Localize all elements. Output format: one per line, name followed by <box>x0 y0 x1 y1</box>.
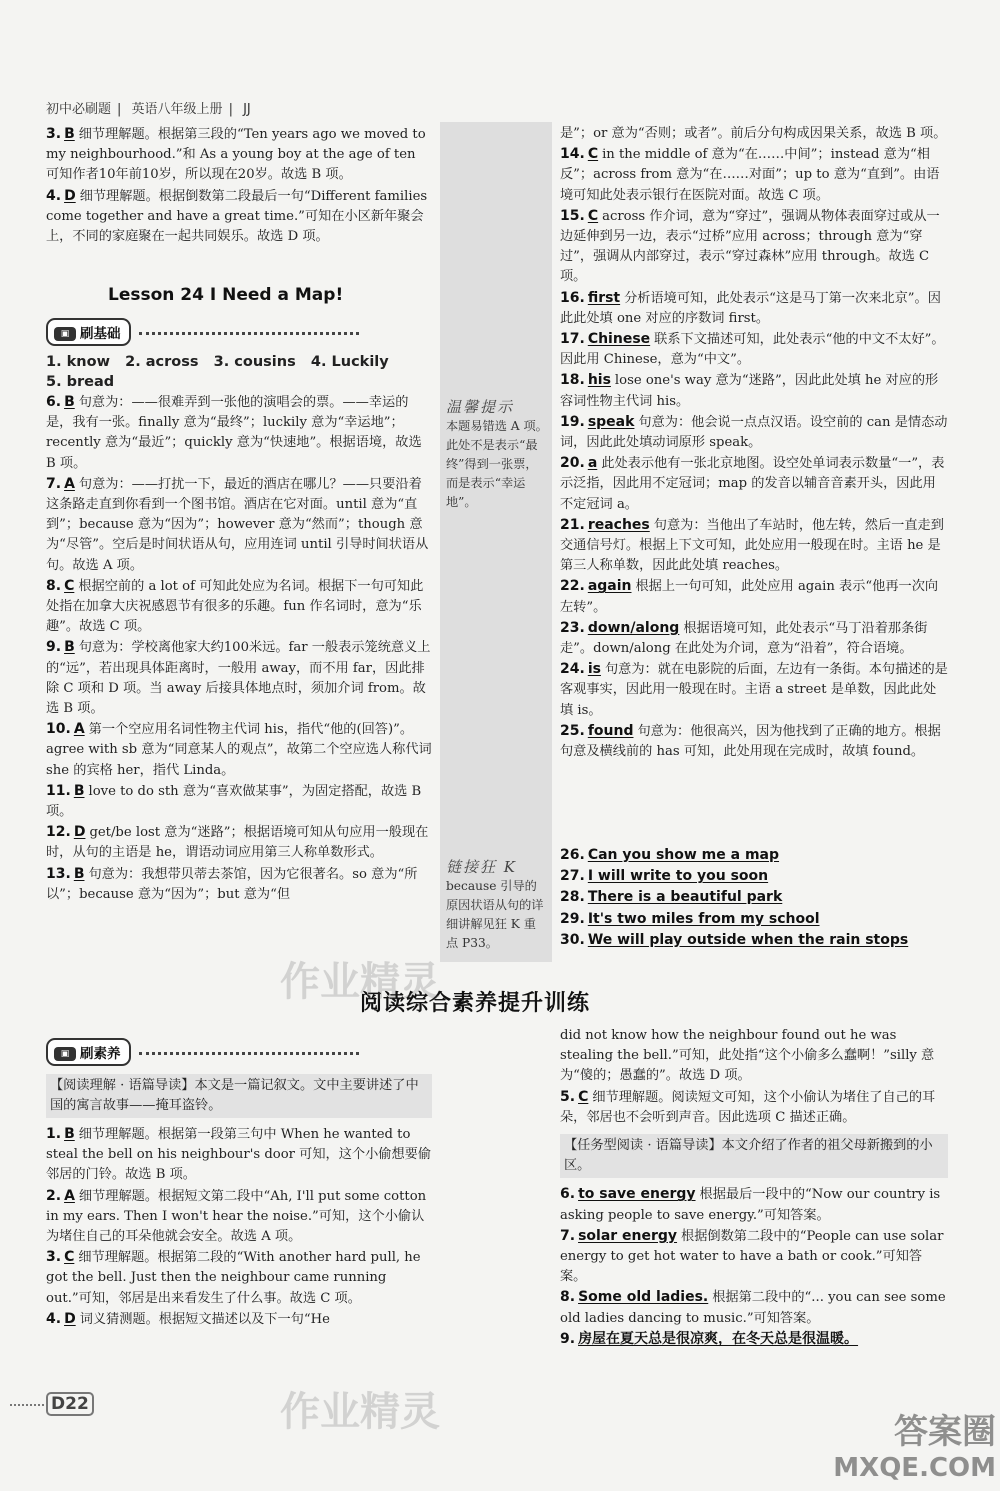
question-number: 6. <box>560 1186 576 1203</box>
badge-icon: ▣ <box>54 327 76 341</box>
question-number: 8. <box>560 1289 576 1306</box>
basic-answers <box>46 352 432 392</box>
explanation-text: love to do sth 意为“喜欢做某事”，为固定搭配，故选 B 项。 <box>46 783 422 820</box>
answer-key: D <box>64 187 76 204</box>
tab-basic <box>46 318 359 346</box>
side-strip-top <box>440 122 552 962</box>
answer-key: D <box>73 824 86 841</box>
explanation-text: 细节理解题。根据第一段第三句中 When he wanted to steal the bell on his neighbour's door 可知，这个小偷想要偷邻居的门铃。故选 B 项。 <box>46 1127 432 1183</box>
explanation-text: 句意为：学校离他家大约100米远。far 一般表示笼统意义上的“远”，若出现具体距离时，一般用 away，而不用 far，因此排除 C 项和 D 项。当 away 后接具体地点时，须加介词 from。故选 B 项。 <box>46 640 431 717</box>
answer-entry <box>46 822 432 863</box>
explanation-text: 联系下文描述可知，此处表示“他的中文不太好”。因此用 Chinese，意为“中文”。 <box>560 332 945 368</box>
answer-entry <box>560 412 948 453</box>
question-number: 4. <box>46 1310 62 1327</box>
reading-left-entries <box>46 1124 432 1330</box>
explanation-text: 句意为：我想带贝蒂去茶馆，因为它很著名。so 意为“所以”；because 意为“因为”；but 意为“但 <box>46 866 418 902</box>
sidenote-link-text: because 引导的原因状语从句的详细讲解见狂 K 重点 P33。 <box>446 879 544 950</box>
reading-right-cont: did not know how the neighbour found out he was stealing the bell.”可知，此处指“这个小偷多么蠢啊！”silly 意为“傻的；愚蠢的”。故选 D 项。 <box>560 1028 935 1084</box>
question-number: 14. <box>560 146 585 163</box>
sentence-answer <box>560 866 948 887</box>
question-number: 7. <box>46 475 62 492</box>
explanation-text: 第一个空应用名词性物主代词 his，指代“他的(回答)”。agree with sb 意为“同意某人的观点”，故第二个空应选人称代词 she 的宾格 her，指代 Linda。 <box>46 722 432 778</box>
question-number: 21. <box>560 516 585 533</box>
question-number: 1. <box>46 1126 62 1142</box>
left-entries <box>46 392 432 905</box>
answer-key: B <box>73 865 85 882</box>
answer-entry <box>560 124 948 144</box>
basic-line-2: 5. bread <box>46 374 115 390</box>
question-number: 4. <box>46 187 62 204</box>
answer-entry <box>46 719 432 781</box>
answer-key: Chinese <box>587 331 651 348</box>
answer-key: B <box>64 394 75 410</box>
explanation-text: 根据语境可知，此处表示“马丁沿着那条街走”。down/along 在此处为介词，意为“沿着”，符合语境。 <box>560 620 928 657</box>
question-number: 16. <box>560 289 585 306</box>
question-number: 7. <box>560 1227 576 1244</box>
reading-answer-entry <box>46 1247 432 1309</box>
question-number: 15. <box>560 207 585 224</box>
explanation-text: across 作介词，意为“穿过”，强调从物体表面穿过或从一边延伸到另一边，表示“过桥”应用 across；through 意为“穿过”，强调从内部穿过，表示“穿过森林”应用 through。故选 C 项。 <box>560 208 940 285</box>
basic-line-1: 1. know 2. across 3. cousins 4. Luckily <box>46 354 389 370</box>
answer-key: Some old ladies. <box>578 1289 709 1306</box>
answer-entry <box>46 392 432 474</box>
explanation-text: 分析语境可知，此处表示“这是马丁第一次来北京”。因此此处填 one 对应的序数词 first。 <box>560 290 941 326</box>
answer-entry <box>560 721 948 762</box>
sidenote-link <box>446 858 548 953</box>
explanation-text: 根据第二段中的“... you can see some old ladies dancing to music.”可知答案。 <box>560 1290 946 1326</box>
question-number: 30. <box>560 931 585 948</box>
explanation-text: 细节理解题。根据倒数第二段最后一句“Different families come together and have a great time.”可知在小区新年聚会上，不同的家庭聚在一起共同娱乐。故选 D 项。 <box>46 188 428 245</box>
page-header: 初中必刷题 | 英语八年级上册 | JJ <box>46 102 251 117</box>
explanation-text: 句意为：他会说一点点汉语。设空前的 can 是情态动词，因此此处填动词原形 speak。 <box>560 414 948 451</box>
answer-entry <box>46 781 432 822</box>
sidenote-tip-title: 温馨提示 <box>446 398 515 416</box>
answer-entry <box>560 576 948 617</box>
sentence-text: There is a beautiful park <box>587 889 783 906</box>
answer-key: to save energy <box>578 1186 696 1203</box>
answer-entry <box>560 144 948 206</box>
tab-basic-label: 刷基础 <box>80 326 121 342</box>
answer-key: C <box>64 1249 75 1266</box>
explanation-text: 是”；or 意为“否则；或者”。前后分句构成因果关系，故选 B 项。 <box>560 126 947 141</box>
answer-key: solar energy <box>578 1227 678 1244</box>
question-number: 18. <box>560 372 585 389</box>
question-number: 11. <box>46 782 71 799</box>
sidenote-tip-text: 本题易错选 A 项。此处不是表示“最终”得到一张票，而是表示“幸运地”。 <box>446 419 548 509</box>
answer-key: C <box>578 1088 589 1105</box>
task-answer-entry <box>560 1329 948 1350</box>
tab-literacy <box>46 1038 359 1066</box>
question-number: 3. <box>46 1249 62 1266</box>
answer-key: C <box>64 577 75 594</box>
answer-key: C <box>587 146 599 163</box>
sentence-answer <box>560 909 948 930</box>
question-number: 5. <box>560 1088 576 1105</box>
reading-intro <box>46 1074 432 1118</box>
explanation-text: lose one's way 意为“迷路”，因此此处填 he 对应的形容词性物主代词 his。 <box>560 373 939 409</box>
sentence-text: I will write to you soon <box>587 868 769 885</box>
badge-icon: ▣ <box>54 1047 76 1061</box>
explanation-text: 句意为：——打扰一下，最近的酒店在哪儿？——只要沿着这条路走直到你看到一个图书馆。酒店在它对面。until 意为“直到”；because 意为“因为”；however 意为“然而”；though 意为“尽管”。空后是时间状语从句，应用连词 until 引导时间状语从句。故选 A 项。 <box>46 476 429 573</box>
explanation-text: 句意为：——很难弄到一张他的演唱会的票。——幸运的是，我有一张。finally 意为“最终”；luckily 意为“幸运地”；recently 意为“最近”；quickly 意为“快速地”。根据语境，故选 B 项。 <box>46 395 422 471</box>
question-number: 9. <box>560 1330 576 1347</box>
answer-entry <box>46 576 432 638</box>
answer-key: a <box>587 455 598 472</box>
question-number: 23. <box>560 619 585 636</box>
answer-key: is <box>587 661 601 678</box>
explanation-text: 词义猜测题。根据短文描述以及下一句“He <box>79 1311 330 1327</box>
corner-watermark <box>833 1404 996 1483</box>
lesson-title: Lesson 24 I Need a Map! <box>108 285 344 305</box>
answer-key: A <box>73 721 85 738</box>
answer-key: B <box>73 782 85 799</box>
explanation-text: in the middle of 意为“在……中间”；instead 意为“相反”；across from 意为“在……对面”；up to 意为“直到”。由语境可知此处表示银行在医院对面。故选 C 项。 <box>560 147 940 203</box>
answer-entry <box>560 370 948 411</box>
question-number: 29. <box>560 910 585 927</box>
question-number: 9. <box>46 639 62 656</box>
header-subject: 英语八年级上册 <box>131 102 223 117</box>
explanation-text: 句意为：当他出了车站时，他左转，然后一直走到交通信号灯。根据上下文可知，此处应用一般现在时。主语 he 是第三人称单数，因此此处填 reaches。 <box>560 517 944 574</box>
question-number: 6. <box>46 394 62 410</box>
sidenote-tip <box>446 398 548 512</box>
right-entries <box>560 124 948 762</box>
question-number: 13. <box>46 865 71 882</box>
sentence-text: It's two miles from my school <box>587 910 820 927</box>
answer-key: B <box>64 126 75 142</box>
sidenote-link-title: 链接狂 K <box>446 858 517 876</box>
answer-entry <box>46 864 432 905</box>
sentence-text: Can you show me a map <box>587 847 780 863</box>
explanation-text: get/be lost 意为“迷路”；根据语境可知从句应用一般现在时，从句的主语是 he，谓语动词应用第三人称单数形式。 <box>46 825 429 861</box>
answer-entry <box>560 288 948 329</box>
question-number: 12. <box>46 824 71 841</box>
task-intro: 【任务型阅读 · 语篇导读】本文介绍了作者的祖父母新搬到的小区。 <box>560 1134 948 1178</box>
explanation-text: 细节理解题。根据第三段的“Ten years ago we moved to my neighbourhood.”和 As a young boy at the age of ten 可知作者10年前10岁，所以现在20岁。故选 B 项。 <box>46 127 426 183</box>
left-top-entries <box>46 124 432 247</box>
question-number: 27. <box>560 868 585 885</box>
question-number: 28. <box>560 889 585 906</box>
task-answer-entry <box>560 1184 948 1225</box>
answer-entry <box>560 515 948 577</box>
answer-key: A <box>64 475 75 492</box>
answer-key: down/along <box>587 619 680 636</box>
answer-entry <box>560 453 948 515</box>
answer-key: B <box>64 1126 75 1142</box>
corner-watermark-line1: 答案圈 <box>894 1412 996 1452</box>
section-title: 阅读综合素养提升训练 <box>360 991 591 1016</box>
page-number-dots <box>10 1404 44 1406</box>
question-number: 26. <box>560 847 585 863</box>
explanation-text: 细节理解题。根据第二段的“With another hard pull, he got the bell. Just then the neighbour came running out.”可知，邻居是出来看发生了什么事。故选 C 项。 <box>46 1250 421 1306</box>
answer-entry <box>560 618 948 659</box>
question-number: 10. <box>46 721 71 738</box>
question-number: 17. <box>560 331 585 348</box>
sentence-text: We will play outside when the rain stops <box>587 931 909 948</box>
question-number: 22. <box>560 578 585 595</box>
answer-key: 房屋在夏天总是很凉爽，在冬天总是很温暖。 <box>578 1330 859 1347</box>
explanation-text: 句意为：他很高兴，因为他找到了正确的地方。根据句意及横线前的 has 可知，此处用现在完成时，故填 found。 <box>560 723 941 760</box>
answer-entry <box>46 637 432 719</box>
explanation-text: 根据倒数第二段中的“People can use solar energy to get hot water to have a bath or cook.”可知答案。 <box>560 1228 944 1285</box>
reading-intro-text: 【阅读理解 · 语篇导读】本文是一篇记叙文。文中主要讲述了中国的寓言故事——掩耳盗铃。 <box>46 1074 432 1118</box>
answer-entry <box>46 186 432 248</box>
explanation-text: 细节理解题。阅读短文可知，这个小偷认为堵住了自己的耳朵，邻居也不会听到声音。因此选项 C 描述正确。 <box>560 1089 936 1125</box>
question-number: 3. <box>46 126 62 142</box>
answer-key: D <box>64 1310 76 1327</box>
question-number: 2. <box>46 1187 62 1204</box>
header-series: 初中必刷题 <box>46 102 112 117</box>
question-number: 8. <box>46 577 62 594</box>
reading-answer-entry <box>46 1124 432 1186</box>
answer-key: his <box>587 372 611 389</box>
tab-literacy-label: 刷素养 <box>80 1046 121 1062</box>
reading-answer-entry <box>46 1309 432 1330</box>
watermark: 作业精灵 <box>280 959 440 1005</box>
answer-key: first <box>587 289 621 306</box>
answer-key: speak <box>587 413 635 430</box>
answer-key: reaches <box>587 516 650 533</box>
answer-key: B <box>64 639 75 656</box>
answer-key: again <box>587 578 632 595</box>
question-number: 24. <box>560 661 585 678</box>
reading-answer-entry <box>46 1186 432 1248</box>
explanation-text: 根据上一句可知，此处应用 again 表示“他再一次向左转”。 <box>560 579 939 615</box>
explanation-text: 根据最后一段中的“Now our country is asking people to save energy.”可知答案。 <box>560 1187 941 1223</box>
answer-entry <box>46 474 432 576</box>
corner-watermark-line2: MXQE.COM <box>833 1453 996 1483</box>
reading-right-top <box>560 1026 948 1350</box>
explanation-text: 根据空前的 a lot of 可知此处应为名词。根据下一句可知此处指在加拿大庆祝感恩节有很多的乐趣。fun 作名词时，意为“乐趣”。故选 C 项。 <box>46 578 424 635</box>
page-number: D22 <box>46 1392 94 1416</box>
sentence-answer <box>560 930 948 951</box>
task-answer-entry <box>560 1226 948 1288</box>
answer-entry <box>560 659 948 721</box>
question-number: 20. <box>560 455 585 472</box>
answer-key: C <box>587 207 599 224</box>
explanation-text: 细节理解题。根据短文第二段中“Ah, I'll put some cotton in my ears. Then I won't hear the noise.”可知，这个小偷认为堵住自己的耳朵他就会安全。故选 A 项。 <box>46 1188 427 1245</box>
answer-entry <box>560 329 948 370</box>
task-answer-entry <box>560 1287 948 1328</box>
answer-key: A <box>64 1187 75 1204</box>
reading-answer-entry <box>560 1087 948 1128</box>
answer-entry <box>46 124 432 186</box>
sentence-answers <box>560 845 948 951</box>
answer-key: found <box>587 722 634 739</box>
explanation-text: 此处表示他有一张北京地图。设空处单词表示数量“一”，表示泛指，因此用不定冠词；map 的发音以辅音音素开头，因此用不定冠词 a。 <box>560 456 945 512</box>
header-edition: JJ <box>243 102 251 117</box>
question-number: 19. <box>560 413 585 430</box>
sentence-answer <box>560 887 948 908</box>
sentence-answer <box>560 845 948 866</box>
explanation-text: 句意为：就在电影院的后面，左边有一条街。本句描述的是客观事实，因此用一般现在时。主语 a street 是单数，因此此处填 is。 <box>560 662 948 718</box>
question-number: 25. <box>560 722 585 739</box>
watermark: 作业精灵 <box>280 1389 440 1435</box>
answer-entry <box>560 206 948 288</box>
